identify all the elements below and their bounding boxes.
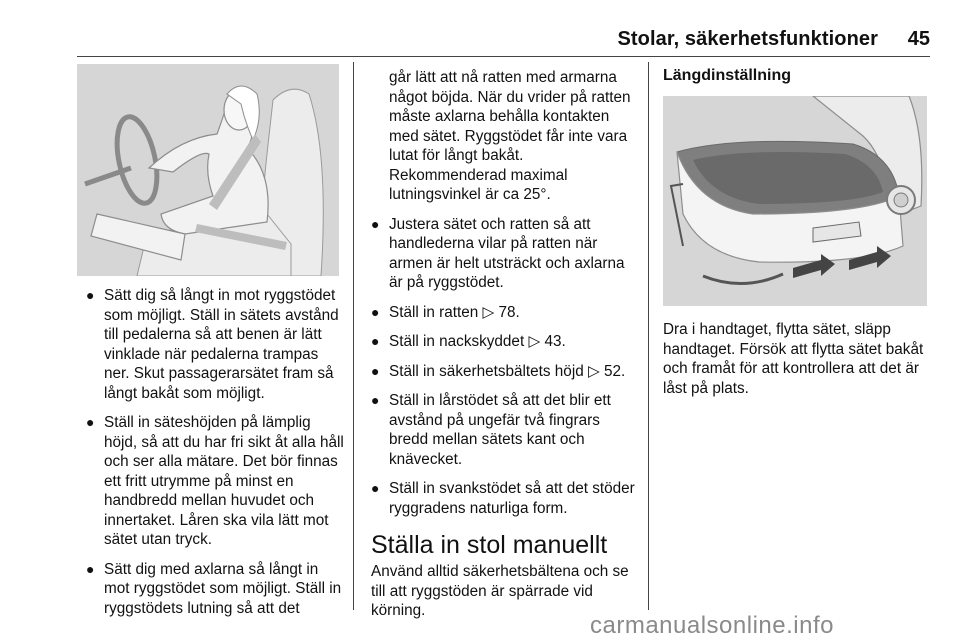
column-1 bbox=[86, 286, 348, 628]
watermark-text: carmanualsonline.info bbox=[590, 612, 834, 639]
column-divider-2 bbox=[648, 62, 649, 610]
column-2 bbox=[371, 68, 639, 631]
bullet-text: Ställ in lårstödet så att det blir ett avstånd på ungefär två fingrars bredd mellan sätets kant och knävecket. bbox=[389, 392, 611, 468]
bullet-dot: ● bbox=[371, 480, 380, 496]
section-text: Använd alltid säkerhetsbältena och se till att ryggstöden är spärrade vid körning. bbox=[371, 563, 629, 619]
bullet-text: Sätt dig så långt in mot ryggstödet som möjligt. Ställ in sätets avstånd till pedalerna så att benen är lätt vinklade när pedalerna trampas ner. Skut passagerarsätet fram så långt bakåt som möjligt. bbox=[104, 287, 339, 402]
list-item bbox=[371, 215, 639, 293]
bullet-text: Ställ in säteshöjden på lämplig höjd, så att du har fri sikt åt alla håll och ser alla mätare. Det bör finnas ett fritt utrymme på minst en handbredd mellan huvudet och innertaket. Låren ska vila lätt mot sätet utan tryck. bbox=[104, 414, 344, 548]
list-item bbox=[371, 391, 639, 469]
bullet-text: Justera sätet och ratten så att handlederna vilar på ratten när armen är helt utsträckt och axlarna är på ryggstödet. bbox=[389, 215, 625, 291]
list-item bbox=[371, 479, 639, 518]
page-header-title: Stolar, säkerhetsfunktioner bbox=[617, 28, 878, 50]
bullet-dot: ● bbox=[371, 303, 380, 320]
bullet-continuation: går lätt att nå ratten med armarna något böjda. När du vrider på ratten måste axlarna behålla kontakten med sätet. Ryggstödet får inte vara lutat för långt bakåt. Rekommenderad maximal lutningsvinkel är ca 25°. bbox=[389, 69, 631, 203]
list-item bbox=[86, 560, 348, 619]
section-heading: Ställa in stol manuellt bbox=[371, 531, 608, 559]
bullet-dot: ● bbox=[86, 414, 95, 430]
page-number: 45 bbox=[907, 28, 930, 50]
bullet-dot: ● bbox=[371, 215, 380, 232]
bullet-text: Ställ in svankstödet så att det stöder ryggradens naturliga form. bbox=[389, 480, 635, 517]
bullet-dot: ● bbox=[371, 362, 380, 379]
bullet-dot: ● bbox=[371, 333, 380, 349]
bullet-text: Ställ in säkerhetsbältets höjd ▷ 52. bbox=[389, 362, 626, 380]
bullet-text: Ställ in nackskyddet ▷ 43. bbox=[389, 333, 566, 350]
bullet-dot: ● bbox=[86, 560, 95, 577]
seat-adjustment-illustration bbox=[663, 96, 927, 306]
bullet-text: Ställ in ratten ▷ 78. bbox=[389, 303, 520, 321]
instruction-text: Dra i handtaget, flytta sätet, släpp handtaget. Försök att flytta sätet bakåt och framåt för att kontrollera att det är låst på plats. bbox=[663, 321, 924, 397]
bullet-dot: ● bbox=[86, 287, 95, 303]
column-3 bbox=[663, 320, 933, 408]
header-rule bbox=[77, 56, 930, 57]
list-item bbox=[371, 303, 639, 323]
bullet-text: Sätt dig med axlarna så långt in mot ryggstödet som möjligt. Ställ in ryggstödets lutning så att det bbox=[104, 560, 342, 617]
list-item bbox=[86, 413, 348, 550]
column-3-heading-wrap bbox=[663, 66, 933, 86]
list-item bbox=[86, 286, 348, 403]
list-item bbox=[371, 362, 639, 382]
subheading: Längdinställning bbox=[663, 67, 791, 84]
column-divider-1 bbox=[353, 62, 354, 610]
driver-seating-illustration bbox=[77, 64, 339, 276]
list-item bbox=[371, 332, 639, 352]
bullet-dot: ● bbox=[371, 392, 380, 408]
